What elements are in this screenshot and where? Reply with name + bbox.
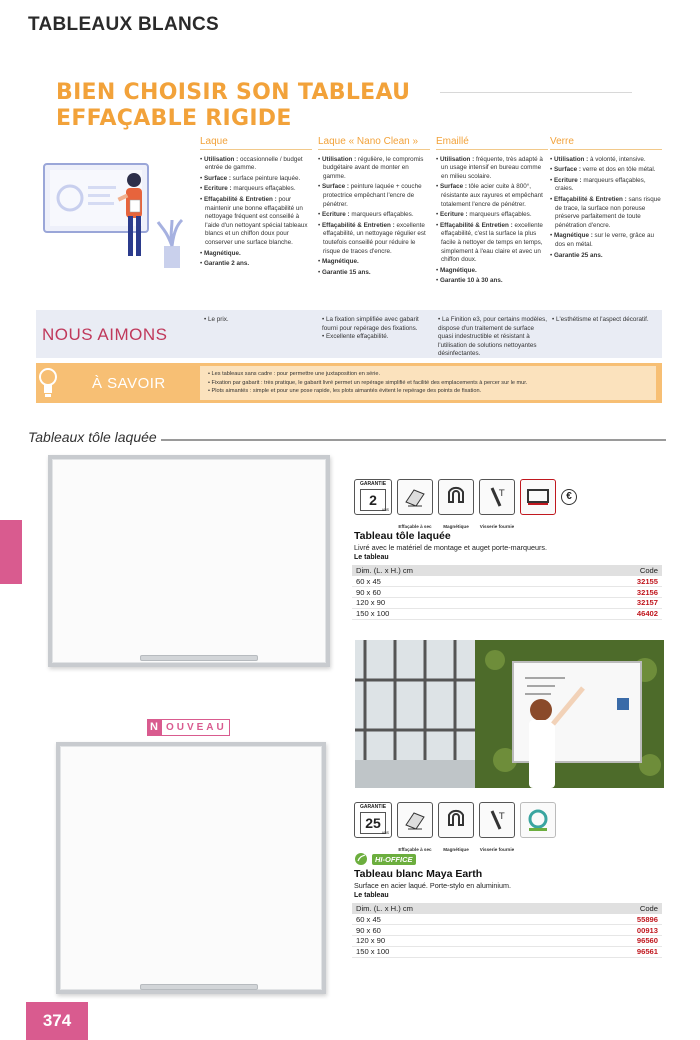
lightbulb-icon <box>38 366 58 400</box>
savoir-item: • Plots aimantés : simple et pour une pose rapide, les plots aimantés évitent le repérage des points de fixation. <box>208 387 648 396</box>
col-item: • Ecriture : marqueurs effaçables. <box>318 211 430 220</box>
office-whiteboard-photo <box>355 640 664 788</box>
screws-badge: T Visserie fournie <box>479 479 515 515</box>
table-row: 120 x 90 32157 <box>352 598 662 609</box>
euro-icon: € <box>561 489 577 505</box>
teacher-whiteboard-illustration <box>36 150 196 300</box>
aimons-emaille: • La Finition e3, pour certains modèles, dispose d'un traitement de surface quasi indestructible et résistant à l'utilisation de solutions nettoyantes désinfectantes. <box>438 316 550 359</box>
erasable-badge: Effaçable à sec <box>397 802 433 838</box>
recycle-badge <box>520 802 556 838</box>
a-savoir-label: À SAVOIR <box>92 375 166 392</box>
garantie-badge: GARANTIE 25 ANS <box>354 802 392 838</box>
whiteboard-product2-image <box>56 742 326 994</box>
col-item: • Surface : peinture laquée + couche protectrice empêchant l'encre de pénétrer. <box>318 183 430 209</box>
screw-icon <box>484 484 510 510</box>
product1-sub-label: Le tableau <box>354 554 389 561</box>
page-number: 374 <box>26 1002 88 1040</box>
col-header-code: Code <box>566 565 662 576</box>
frame-icon <box>525 487 551 507</box>
whiteboard-product1-image <box>48 455 330 667</box>
col-item: • Garantie 2 ans. <box>200 260 312 269</box>
product1-description: Livré avec le matériel de montage et auget porte-marqueurs. <box>354 543 547 552</box>
magnet-icon <box>443 484 469 510</box>
column-head: Laque <box>200 138 312 150</box>
table-row: 60 x 45 55896 <box>352 914 662 925</box>
hi-office-brand <box>354 852 416 866</box>
screws-badge: T Visserie fournie <box>479 802 515 838</box>
col-item: • Garantie 25 ans. <box>550 252 662 261</box>
col-item: • Surface : surface peinture laquée. <box>200 175 312 184</box>
col-item: • Garantie 15 ans. <box>318 269 430 278</box>
col-item: • Ecriture : marqueurs effaçables. <box>200 185 312 194</box>
col-item: • Utilisation : à volonté, intensive. <box>550 156 662 165</box>
col-item: • Magnétique. <box>318 258 430 267</box>
aimons-verre: • L'esthétisme et l'aspect décoratif. <box>552 316 664 325</box>
hi-office-logo: HI-OFFICE <box>372 854 416 865</box>
col-item: • Magnétique. <box>436 267 548 276</box>
product2-badges <box>354 802 556 852</box>
nouveau-tag: N OUVEAU <box>147 719 230 736</box>
column-emaille <box>436 138 548 288</box>
eraser-icon <box>402 807 428 833</box>
table-row: 60 x 45 32155 <box>352 576 662 587</box>
column-laque-nano <box>318 138 430 279</box>
column-laque <box>200 138 312 271</box>
col-item: • Surface : verre et dos en tôle métal. <box>550 166 662 175</box>
magnetic-badge: Magnétique <box>438 479 474 515</box>
col-item: • Effaçabilité & Entretien : excellente effaçabilité, un nettoyage régulier est toutefois conseillé pour réduire le risque de traces d'encre. <box>318 222 430 256</box>
col-item: • Effaçabilité & Entretien : sans risque de trace, la surface non poreuse préserve parfaitement de toute pénétration d'encre. <box>550 196 662 230</box>
a-savoir-text <box>208 370 648 396</box>
col-item: • Magnétique : sur le verre, grâce au dos en métal. <box>550 232 662 249</box>
product2-name: Tableau blanc Maya Earth <box>354 868 483 880</box>
guide-rule <box>440 92 632 93</box>
product2-description: Surface en acier laqué. Porte-stylo en aluminium. <box>354 881 512 890</box>
product2-sub-label: Le tableau <box>354 892 389 899</box>
table-row: 150 x 100 96561 <box>352 946 662 957</box>
column-head: Laque « Nano Clean » <box>318 138 430 150</box>
col-item: • Magnétique. <box>200 250 312 259</box>
leaf-icon <box>354 852 368 866</box>
marker-tray <box>140 984 258 990</box>
side-tab <box>0 520 22 584</box>
col-item: • Utilisation : fréquente, très adapté à un usage intensif en bureau comme en milieu scolaire. <box>436 156 548 182</box>
eraser-icon <box>402 484 428 510</box>
garantie-badge: GARANTIE 2 ANS <box>354 479 392 515</box>
table-row: 150 x 100 46402 <box>352 608 662 619</box>
aimons-laque: • Le prix. <box>204 316 316 325</box>
product2-table <box>352 903 662 958</box>
table-row: 90 x 60 00913 <box>352 925 662 936</box>
magnet-icon <box>443 807 469 833</box>
column-verre <box>550 138 662 262</box>
magnetic-badge: Magnétique <box>438 802 474 838</box>
cadre-badge <box>520 479 556 515</box>
svg-text:T: T <box>499 489 505 499</box>
col-item: • Ecriture : marqueurs effaçables. <box>436 211 548 220</box>
product1-badges <box>354 479 577 529</box>
col-item: • Utilisation : régulière, le compromis budgétaire avant de monter en gamme. <box>318 156 430 182</box>
product1-name: Tableau tôle laquée <box>354 530 451 542</box>
product1-table <box>352 565 662 620</box>
section-title: TABLEAUX BLANCS <box>28 14 219 35</box>
column-head: Verre <box>550 138 662 150</box>
col-header-dim: Dim. (L. x H.) cm <box>352 903 566 914</box>
col-item: • Surface : tôle acier cuite à 800°, résistante aux rayures et empêchant totalement l'encre de pénétrer. <box>436 183 548 209</box>
nous-aimons-label: NOUS AIMONS <box>42 325 168 344</box>
col-item: • Effaçabilité & Entretien : pour maintenir une bonne effaçabilité un nettoyage fréquent est conseillé à l'aide d'un nettoyant spécial tableaux blancs et un chiffon doux pour conserver une surface blanche. <box>200 196 312 248</box>
col-item: • Garantie 10 à 30 ans. <box>436 277 548 286</box>
savoir-item: • Fixation par gabarit : très pratique, le gabarit livré permet un repérage simplifié et facilité des emplacements à percer sur le mur. <box>208 379 648 388</box>
column-head: Emaillé <box>436 138 548 150</box>
col-item: • Effaçabilité & Entretien : excellente effaçabilité, c'est la surface la plus facile à nettoyer de temps en temps, simplement à l'eau claire et avec un chiffon doux. <box>436 222 548 265</box>
guide-title <box>56 80 410 132</box>
col-item: • Ecriture : marqueurs effaçables, craies. <box>550 177 662 194</box>
table-row: 120 x 90 96560 <box>352 936 662 947</box>
svg-text:T: T <box>499 812 505 822</box>
recycle-icon <box>525 807 551 833</box>
table-row: 90 x 60 32156 <box>352 587 662 598</box>
col-item: • Utilisation : occasionnelle / budget entrée de gamme. <box>200 156 312 173</box>
savoir-item: • Les tableaux sans cadre : pour permettre une juxtaposition en série. <box>208 370 648 379</box>
guide-title-line1: BIEN CHOISIR SON TABLEAU <box>56 80 411 105</box>
subsection-title: Tableaux tôle laquée <box>28 429 161 445</box>
col-header-code: Code <box>566 903 662 914</box>
aimons-laque-nano: • La fixation simplifiée avec gabarit fourni pour repérage des fixations. • Excellente effaçabilité. <box>322 316 434 342</box>
screw-icon <box>484 807 510 833</box>
guide-title-line2: EFFAÇABLE RIGIDE <box>56 106 292 131</box>
marker-tray <box>140 655 258 661</box>
erasable-badge: Effaçable à sec <box>397 479 433 515</box>
col-header-dim: Dim. (L. x H.) cm <box>352 565 566 576</box>
